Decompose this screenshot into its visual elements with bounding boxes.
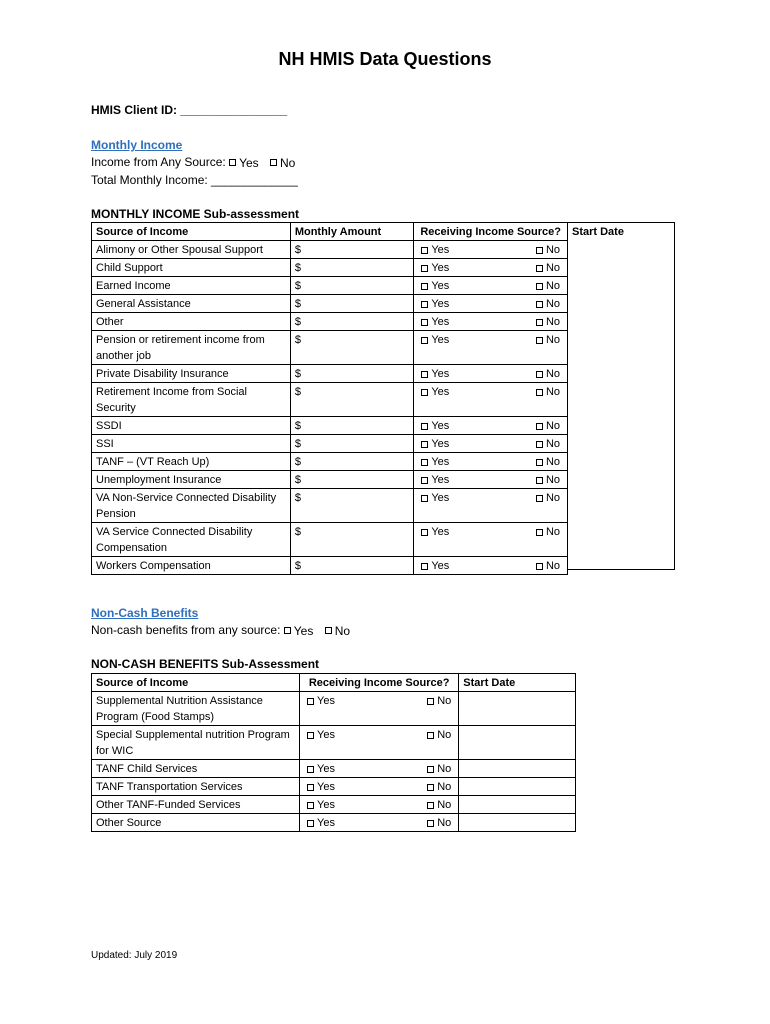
start-date-cell[interactable] — [459, 692, 576, 726]
non-cash-any-source-label: Non-cash benefits from any source: — [91, 623, 281, 637]
checkbox-icon — [421, 371, 428, 378]
page-title: NH HMIS Data Questions — [278, 49, 492, 69]
table-row — [92, 726, 576, 760]
income-row-3-yes-checkbox[interactable] — [421, 296, 449, 312]
benefit-row-4-no-checkbox[interactable] — [427, 797, 451, 813]
income-row-5-yes-checkbox[interactable] — [421, 332, 449, 348]
income-any-no-checkbox[interactable] — [270, 156, 295, 170]
yes-label: Yes — [239, 155, 259, 170]
receiving-cell — [414, 241, 568, 259]
income-row-0-no-checkbox[interactable] — [536, 242, 560, 258]
table-row — [92, 796, 576, 814]
income-row-14-yes-checkbox[interactable] — [421, 558, 449, 574]
monthly-amount-cell[interactable]: $ — [290, 489, 414, 523]
income-row-13-no-checkbox[interactable] — [536, 524, 560, 540]
no-label: No — [545, 526, 560, 538]
checkbox-icon — [325, 627, 332, 634]
benefit-source-cell: Special Supplemental nutrition Program for WIC — [92, 726, 300, 760]
no-label: No — [545, 438, 560, 450]
checkbox-icon — [229, 159, 236, 166]
benefit-row-3-yes-checkbox[interactable] — [307, 779, 335, 795]
header-start-date[interactable]: Start Date — [568, 223, 675, 570]
benefit-source-cell: TANF Child Services — [92, 760, 300, 778]
yes-label: Yes — [431, 244, 450, 256]
income-source-cell: VA Non-Service Connected Disability Pension — [92, 489, 291, 523]
receiving-cell — [414, 523, 568, 557]
table-row — [92, 814, 576, 832]
income-row-7-no-checkbox[interactable] — [536, 384, 560, 400]
checkbox-icon — [421, 301, 428, 308]
receiving-cell — [414, 383, 568, 417]
income-row-11-no-checkbox[interactable] — [536, 472, 560, 488]
income-row-9-no-checkbox[interactable] — [536, 436, 560, 452]
checkbox-icon — [536, 337, 543, 344]
monthly-amount-cell[interactable]: $ — [290, 295, 414, 313]
income-source-cell: Unemployment Insurance — [92, 471, 291, 489]
income-row-4-yes-checkbox[interactable] — [421, 314, 449, 330]
receiving-cell — [414, 365, 568, 383]
start-date-cell[interactable] — [459, 796, 576, 814]
receiving-cell — [414, 295, 568, 313]
no-label: No — [437, 817, 452, 829]
non-cash-heading: Non-Cash Benefits — [91, 606, 199, 620]
income-row-8-yes-checkbox[interactable] — [421, 418, 449, 434]
checkbox-icon — [421, 459, 428, 466]
no-label: No — [437, 799, 452, 811]
checkbox-icon — [307, 820, 314, 827]
no-label: No — [280, 155, 296, 170]
benefit-row-5-no-checkbox[interactable] — [427, 815, 451, 831]
receiving-cell — [414, 453, 568, 471]
checkbox-icon — [421, 529, 428, 536]
header-source: Source of Income — [92, 223, 291, 241]
checkbox-icon — [536, 495, 543, 502]
table-row — [92, 277, 568, 295]
income-any-source-label: Income from Any Source: — [91, 155, 226, 169]
table-header-row — [92, 674, 576, 692]
no-label: No — [545, 334, 560, 346]
no-label: No — [545, 368, 560, 380]
no-label: No — [437, 695, 452, 707]
yes-label: Yes — [431, 456, 450, 468]
start-date-cell[interactable] — [459, 726, 576, 760]
header-source: Source of Income — [92, 674, 300, 692]
income-row-1-no-checkbox[interactable] — [536, 260, 560, 276]
monthly-amount-cell[interactable]: $ — [290, 383, 414, 417]
checkbox-icon — [307, 802, 314, 809]
yes-label: Yes — [431, 420, 450, 432]
income-row-13-yes-checkbox[interactable] — [421, 524, 449, 540]
receiving-cell — [300, 814, 459, 832]
yes-label: Yes — [431, 492, 450, 504]
checkbox-icon — [421, 495, 428, 502]
checkbox-icon — [307, 732, 314, 739]
no-label: No — [437, 763, 452, 775]
table-row — [92, 692, 576, 726]
checkbox-icon — [421, 247, 428, 254]
monthly-amount-cell[interactable]: $ — [290, 313, 414, 331]
monthly-amount-cell[interactable]: $ — [290, 453, 414, 471]
checkbox-icon — [536, 441, 543, 448]
monthly-amount-cell[interactable]: $ — [290, 557, 414, 575]
table-row — [92, 365, 568, 383]
income-source-cell: Earned Income — [92, 277, 291, 295]
checkbox-icon — [427, 820, 434, 827]
non-cash-any-no-checkbox[interactable] — [325, 624, 350, 638]
receiving-cell — [300, 760, 459, 778]
start-date-table — [567, 222, 675, 570]
checkbox-icon — [284, 627, 291, 634]
benefit-row-1-yes-checkbox[interactable] — [307, 727, 335, 743]
benefit-source-cell: Other TANF-Funded Services — [92, 796, 300, 814]
income-row-8-no-checkbox[interactable] — [536, 418, 560, 434]
no-label: No — [545, 456, 560, 468]
non-cash-any-yes-checkbox[interactable] — [284, 624, 314, 638]
yes-label: Yes — [317, 799, 335, 811]
no-label: No — [437, 729, 452, 741]
income-row-12-yes-checkbox[interactable] — [421, 490, 449, 506]
benefit-row-3-no-checkbox[interactable] — [427, 779, 451, 795]
checkbox-icon — [536, 529, 543, 536]
table-row — [92, 435, 568, 453]
no-label: No — [545, 316, 560, 328]
income-row-1-yes-checkbox[interactable] — [421, 260, 449, 276]
checkbox-icon — [427, 698, 434, 705]
monthly-amount-cell[interactable]: $ — [290, 331, 414, 365]
receiving-cell — [414, 435, 568, 453]
checkbox-icon — [536, 265, 543, 272]
yes-label: Yes — [431, 368, 450, 380]
yes-label: Yes — [431, 438, 450, 450]
income-row-6-yes-checkbox[interactable] — [421, 366, 449, 382]
start-date-cell[interactable] — [459, 814, 576, 832]
income-source-cell: SSDI — [92, 417, 291, 435]
checkbox-icon — [307, 698, 314, 705]
table-row — [92, 295, 568, 313]
income-row-4-no-checkbox[interactable] — [536, 314, 560, 330]
checkbox-icon — [536, 423, 543, 430]
benefit-source-cell: Other Source — [92, 814, 300, 832]
checkbox-icon — [307, 766, 314, 773]
income-source-cell: VA Service Connected Disability Compensation — [92, 523, 291, 557]
yes-label: Yes — [431, 526, 450, 538]
yes-label: Yes — [431, 316, 450, 328]
no-label: No — [545, 386, 560, 398]
yes-label: Yes — [317, 763, 335, 775]
benefit-source-cell: Supplemental Nutrition Assistance Program (Food Stamps) — [92, 692, 300, 726]
receiving-cell — [300, 778, 459, 796]
checkbox-icon — [421, 423, 428, 430]
benefit-row-2-no-checkbox[interactable] — [427, 761, 451, 777]
income-any-source-line — [91, 155, 295, 170]
checkbox-icon — [536, 563, 543, 570]
header-receiving: Receiving Income Source? — [300, 674, 459, 692]
income-row-11-yes-checkbox[interactable] — [421, 472, 449, 488]
income-source-cell: Other — [92, 313, 291, 331]
income-any-yes-checkbox[interactable] — [229, 156, 259, 170]
monthly-amount-cell[interactable]: $ — [290, 471, 414, 489]
income-row-12-no-checkbox[interactable] — [536, 490, 560, 506]
benefit-source-cell: TANF Transportation Services — [92, 778, 300, 796]
yes-label: Yes — [431, 386, 450, 398]
no-label: No — [545, 298, 560, 310]
header-amount: Monthly Amount — [290, 223, 414, 241]
no-label: No — [334, 623, 351, 638]
benefit-row-0-no-checkbox[interactable] — [427, 693, 451, 709]
monthly-amount-cell[interactable]: $ — [290, 435, 414, 453]
yes-label: Yes — [431, 262, 450, 274]
yes-label: Yes — [431, 298, 450, 310]
receiving-cell — [414, 259, 568, 277]
checkbox-icon — [421, 265, 428, 272]
checkbox-icon — [536, 477, 543, 484]
checkbox-icon — [536, 283, 543, 290]
no-label: No — [545, 244, 560, 256]
receiving-cell — [300, 726, 459, 760]
income-source-cell: Child Support — [92, 259, 291, 277]
income-source-cell: Pension or retirement income from another job — [92, 331, 291, 365]
receiving-cell — [414, 331, 568, 365]
monthly-income-table — [91, 222, 568, 575]
checkbox-icon — [536, 319, 543, 326]
table-row — [92, 489, 568, 523]
yes-label: Yes — [431, 334, 450, 346]
client-id-label[interactable]: HMIS Client ID: ________________ — [91, 103, 288, 117]
monthly-amount-cell[interactable]: $ — [290, 259, 414, 277]
yes-label: Yes — [317, 729, 335, 741]
benefit-row-2-yes-checkbox[interactable] — [307, 761, 335, 777]
monthly-amount-cell[interactable]: $ — [290, 417, 414, 435]
table-row — [92, 778, 576, 796]
checkbox-icon — [421, 337, 428, 344]
checkbox-icon — [270, 159, 277, 166]
start-date-cell[interactable] — [459, 778, 576, 796]
checkbox-icon — [427, 802, 434, 809]
table-header-row — [92, 223, 568, 241]
no-label: No — [545, 474, 560, 486]
checkbox-icon — [427, 766, 434, 773]
income-row-0-yes-checkbox[interactable] — [421, 242, 449, 258]
non-cash-subassessment-heading: NON-CASH BENEFITS Sub-Assessment — [91, 657, 320, 671]
table-row — [92, 471, 568, 489]
receiving-cell — [414, 489, 568, 523]
income-row-7-yes-checkbox[interactable] — [421, 384, 449, 400]
monthly-income-subassessment-heading: MONTHLY INCOME Sub-assessment — [91, 207, 300, 221]
table-row — [92, 241, 568, 259]
non-cash-any-source-line — [91, 623, 350, 638]
benefit-row-1-no-checkbox[interactable] — [427, 727, 451, 743]
monthly-amount-cell[interactable]: $ — [290, 277, 414, 295]
income-row-6-no-checkbox[interactable] — [536, 366, 560, 382]
checkbox-icon — [421, 477, 428, 484]
receiving-cell — [414, 277, 568, 295]
checkbox-icon — [536, 389, 543, 396]
income-row-9-yes-checkbox[interactable] — [421, 436, 449, 452]
checkbox-icon — [427, 732, 434, 739]
yes-label: Yes — [317, 817, 335, 829]
monthly-amount-cell[interactable]: $ — [290, 365, 414, 383]
income-row-2-no-checkbox[interactable] — [536, 278, 560, 294]
table-row — [92, 383, 568, 417]
receiving-cell — [300, 692, 459, 726]
updated-footer: Updated: July 2019 — [91, 950, 178, 961]
income-row-3-no-checkbox[interactable] — [536, 296, 560, 312]
checkbox-icon — [307, 784, 314, 791]
non-cash-table — [91, 673, 576, 832]
table-row — [92, 259, 568, 277]
income-source-cell: TANF – (VT Reach Up) — [92, 453, 291, 471]
checkbox-icon — [536, 301, 543, 308]
receiving-cell — [300, 796, 459, 814]
yes-label: Yes — [317, 781, 335, 793]
checkbox-icon — [421, 389, 428, 396]
benefit-row-5-yes-checkbox[interactable] — [307, 815, 335, 831]
total-monthly-income-label[interactable]: Total Monthly Income: _____________ — [91, 173, 298, 187]
checkbox-icon — [427, 784, 434, 791]
benefit-row-4-yes-checkbox[interactable] — [307, 797, 335, 813]
income-source-cell: Alimony or Other Spousal Support — [92, 241, 291, 259]
income-row-2-yes-checkbox[interactable] — [421, 278, 449, 294]
yes-label: Yes — [431, 280, 450, 292]
benefit-row-0-yes-checkbox[interactable] — [307, 693, 335, 709]
monthly-income-heading: Monthly Income — [91, 138, 183, 152]
yes-label: Yes — [431, 474, 450, 486]
receiving-cell — [414, 313, 568, 331]
checkbox-icon — [421, 283, 428, 290]
income-row-14-no-checkbox[interactable] — [536, 558, 560, 574]
income-row-5-no-checkbox[interactable] — [536, 332, 560, 348]
income-source-cell: Retirement Income from Social Security — [92, 383, 291, 417]
yes-label: Yes — [293, 623, 314, 638]
receiving-cell — [414, 471, 568, 489]
yes-label: Yes — [317, 695, 335, 707]
monthly-amount-cell[interactable]: $ — [290, 241, 414, 259]
table-row — [92, 557, 568, 575]
income-source-cell: General Assistance — [92, 295, 291, 313]
table-row — [92, 523, 568, 557]
receiving-cell — [414, 557, 568, 575]
checkbox-icon — [421, 563, 428, 570]
table-row — [92, 760, 576, 778]
table-row — [92, 313, 568, 331]
no-label: No — [545, 492, 560, 504]
receiving-cell — [414, 417, 568, 435]
income-row-10-yes-checkbox[interactable] — [421, 454, 449, 470]
checkbox-icon — [536, 247, 543, 254]
monthly-amount-cell[interactable]: $ — [290, 523, 414, 557]
checkbox-icon — [536, 459, 543, 466]
income-row-10-no-checkbox[interactable] — [536, 454, 560, 470]
start-date-cell[interactable] — [459, 760, 576, 778]
no-label: No — [545, 280, 560, 292]
income-source-cell: SSI — [92, 435, 291, 453]
table-row — [92, 417, 568, 435]
income-source-cell: Workers Compensation — [92, 557, 291, 575]
header-receiving: Receiving Income Source? — [414, 223, 568, 241]
no-label: No — [437, 781, 452, 793]
header-start-date: Start Date — [459, 674, 576, 692]
checkbox-icon — [536, 371, 543, 378]
no-label: No — [545, 420, 560, 432]
no-label: No — [545, 560, 560, 572]
checkbox-icon — [421, 441, 428, 448]
no-label: No — [545, 262, 560, 274]
checkbox-icon — [421, 319, 428, 326]
table-row — [92, 453, 568, 471]
table-row — [92, 331, 568, 365]
income-source-cell: Private Disability Insurance — [92, 365, 291, 383]
yes-label: Yes — [431, 560, 450, 572]
